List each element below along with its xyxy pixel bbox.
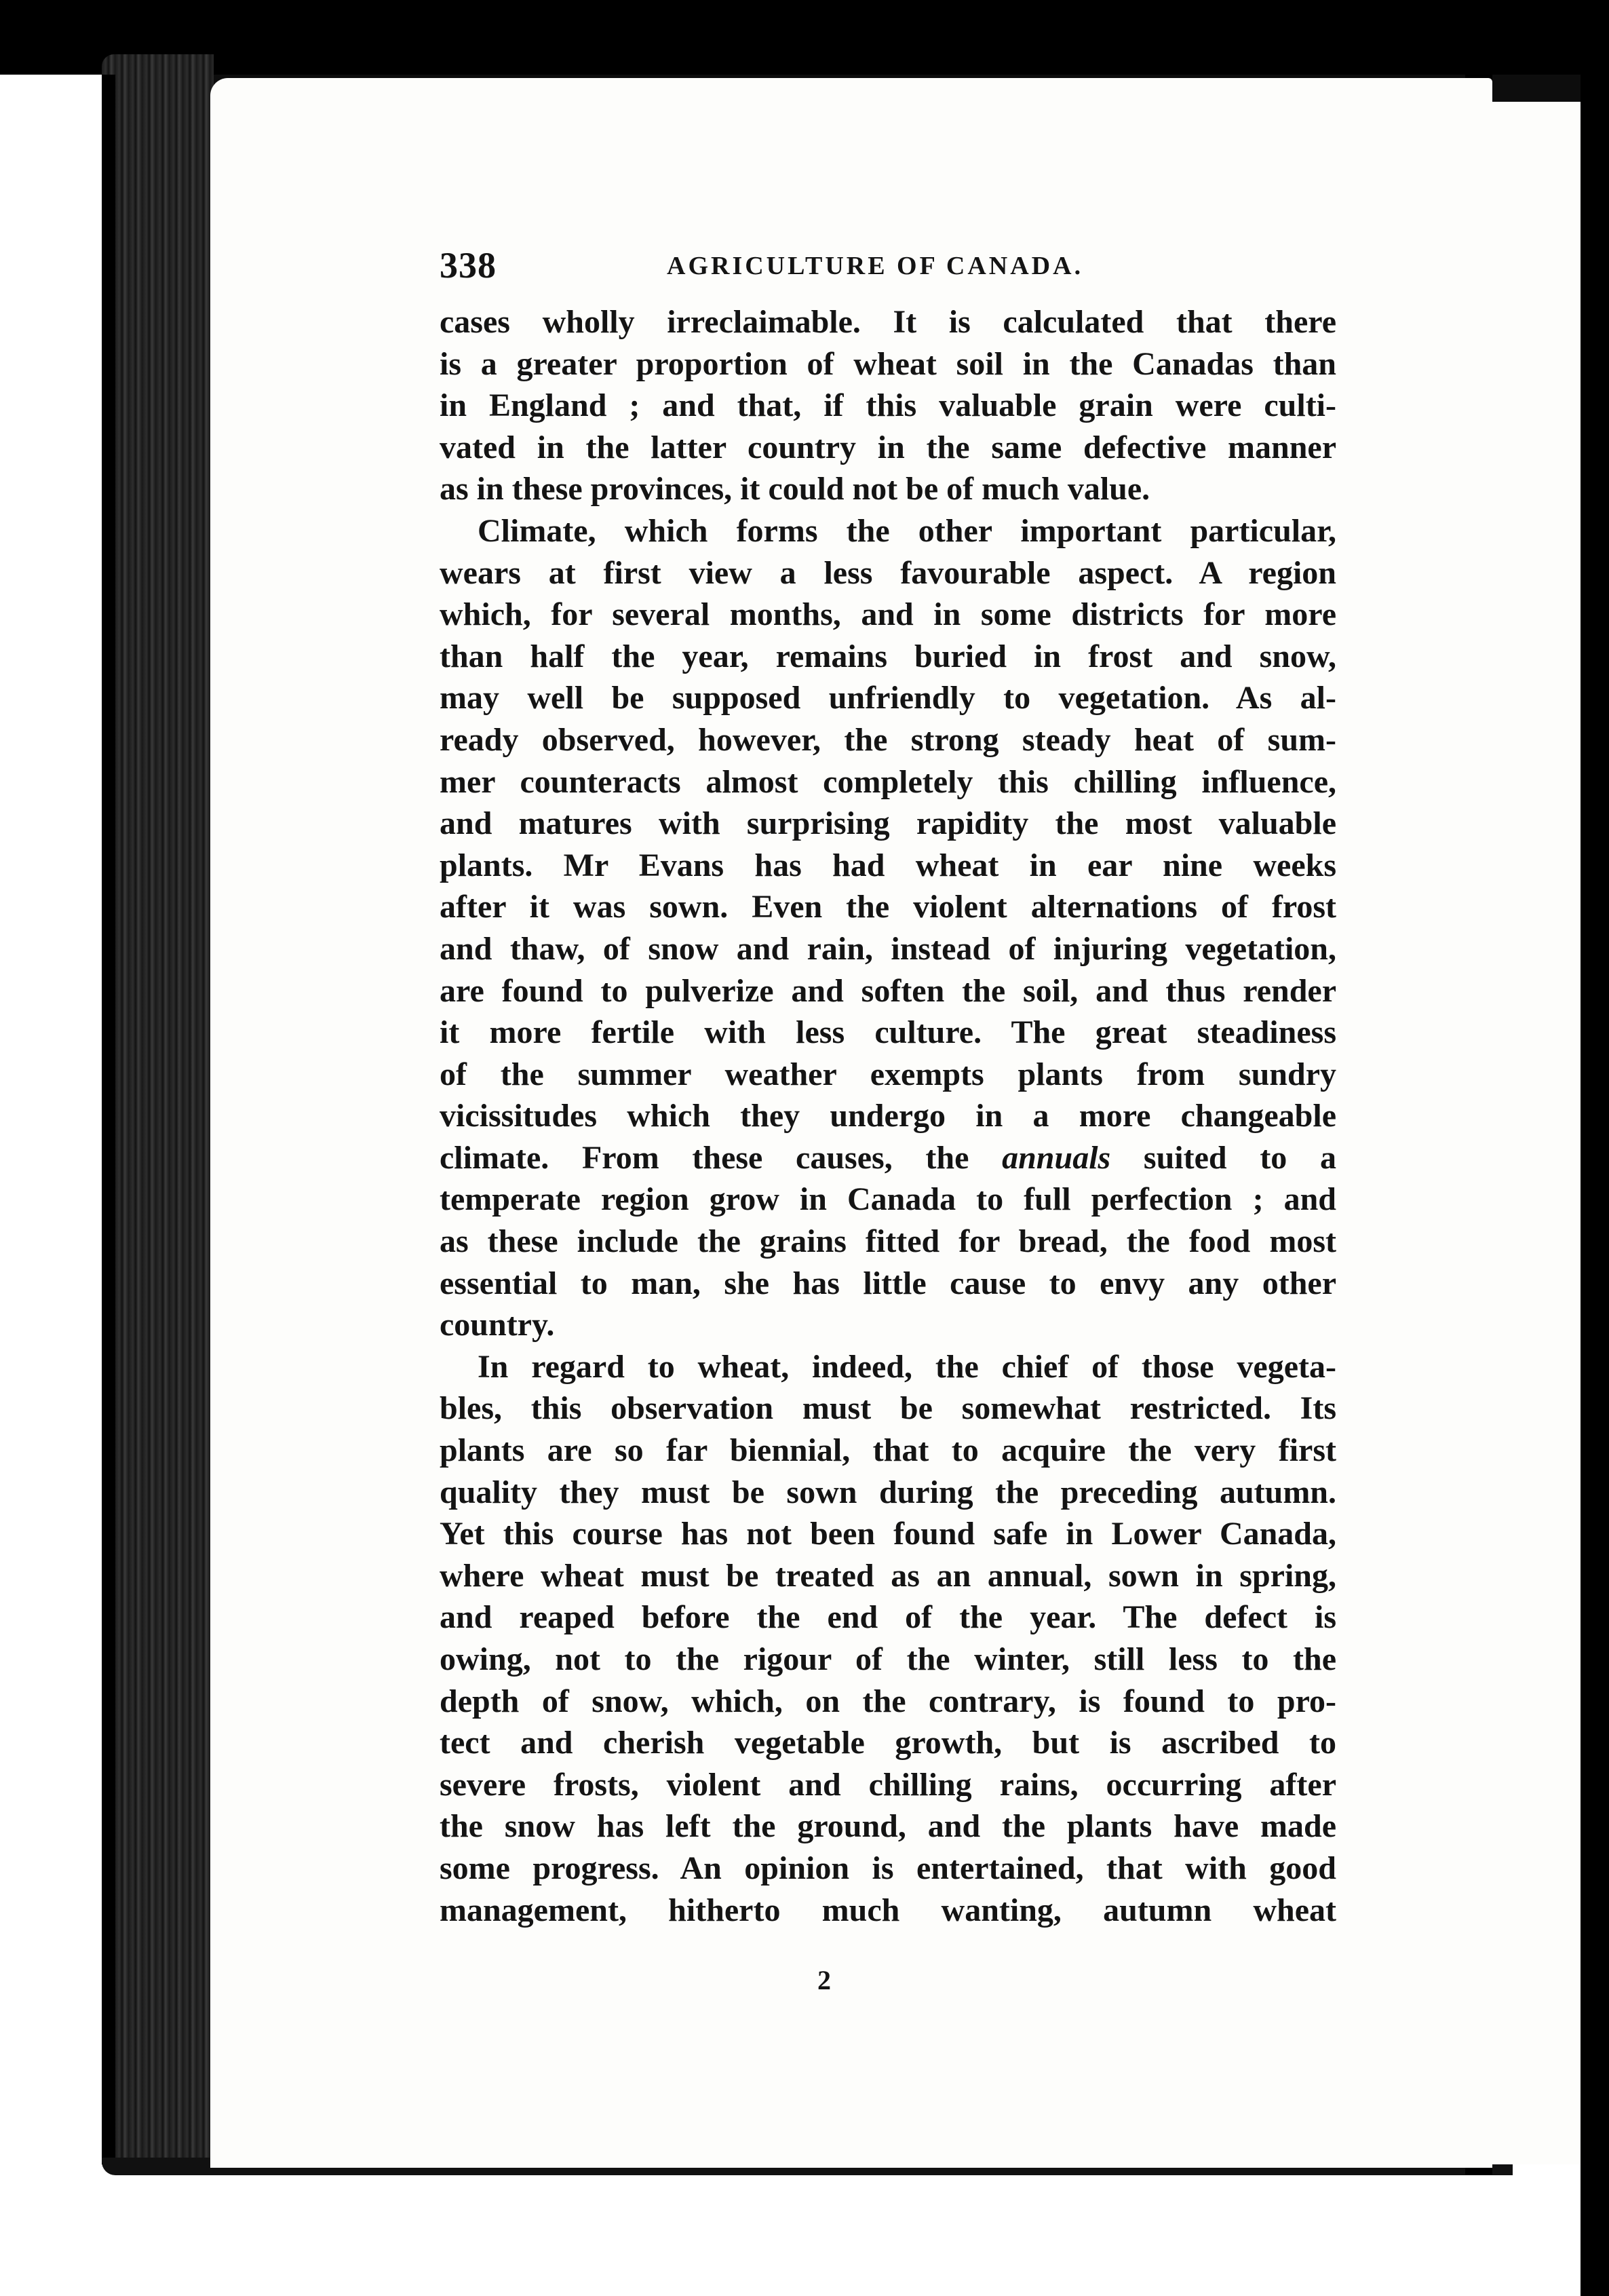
text-line: are found to pulverize and soften the soil, and thus render bbox=[440, 972, 1336, 1009]
text-line: wears at first view a less favourable aspect. A region bbox=[440, 554, 1336, 591]
facing-page-sliver bbox=[1492, 102, 1581, 2164]
text-line: than half the year, remains buried in frost and snow, bbox=[440, 638, 1336, 674]
book-page-edges bbox=[102, 54, 214, 2171]
text-line: is a greater proportion of wheat soil in the Canadas than bbox=[440, 345, 1336, 382]
text-line: severe frosts, violent and chilling rains, occurring after bbox=[440, 1766, 1336, 1803]
text-line: plants are so far biennial, that to acquire the very first bbox=[440, 1432, 1336, 1469]
text-line: In regard to wheat, indeed, the chief of those vegeta- bbox=[478, 1348, 1336, 1385]
page-number: 338 bbox=[440, 245, 497, 286]
text-line: of the summer weather exempts plants from sundry bbox=[440, 1056, 1336, 1092]
text-line: mer counteracts almost completely this chilling influence, bbox=[440, 763, 1336, 800]
text-line: depth of snow, which, on the contrary, is found to pro- bbox=[440, 1683, 1336, 1719]
text-line: tect and cherish vegetable growth, but is ascribed to bbox=[440, 1725, 1336, 1761]
text-line: as these include the grains fitted for bread, the food most bbox=[440, 1223, 1336, 1260]
scanner-border-top bbox=[0, 0, 1609, 75]
signature-mark: 2 bbox=[817, 1965, 831, 1995]
text-line: and reaped before the end of the year. The defect is bbox=[440, 1599, 1336, 1636]
text-segment: climate. From these causes, the bbox=[440, 1139, 1003, 1176]
text-line: where wheat must be treated as an annual, sown in spring, bbox=[440, 1557, 1336, 1594]
running-head bbox=[440, 244, 1336, 299]
text-line: ready observed, however, the strong steady heat of sum- bbox=[440, 721, 1336, 758]
text-line: owing, not to the rigour of the winter, still less to the bbox=[440, 1641, 1336, 1677]
text-line: plants. Mr Evans has had wheat in ear nine weeks bbox=[440, 847, 1336, 883]
page-text-block bbox=[440, 244, 1336, 1931]
text-line: may well be supposed unfriendly to vegetation. As al- bbox=[440, 680, 1336, 716]
text-line: country. bbox=[440, 1307, 555, 1343]
text-line: quality they must be sown during the preceding autumn. bbox=[440, 1474, 1336, 1510]
text-line: as in these provinces, it could not be of much value. bbox=[440, 471, 1150, 508]
scanner-margin-left bbox=[0, 75, 109, 2296]
running-title: AGRICULTURE OF CANADA. bbox=[667, 252, 1084, 280]
text-line: in England ; and that, if this valuable grain were culti- bbox=[440, 387, 1336, 424]
text-line: vated in the latter country in the same defective manner bbox=[440, 429, 1336, 465]
text-segment: suited to a bbox=[1110, 1139, 1336, 1176]
text-line: essential to man, she has little cause to envy any other bbox=[440, 1265, 1336, 1301]
scanner-margin-bottom bbox=[102, 2164, 1609, 2296]
text-line: and thaw, of snow and rain, instead of injuring vegetation, bbox=[440, 930, 1336, 967]
book-spine-shadow bbox=[102, 75, 115, 2185]
text-line: vicissitudes which they undergo in a more changeable bbox=[440, 1098, 1336, 1134]
text-line: the snow has left the ground, and the plants have made bbox=[440, 1808, 1336, 1845]
text-line: management, hitherto much wanting, autumn wheat bbox=[440, 1892, 1336, 1928]
text-line: it more fertile with less culture. The great steadiness bbox=[440, 1014, 1336, 1051]
text-line: cases wholly irreclaimable. It is calculated that there bbox=[440, 304, 1336, 340]
text-line: bles, this observation must be somewhat restricted. Its bbox=[440, 1390, 1336, 1427]
text-line-with-italic bbox=[440, 1137, 1336, 1179]
text-line: Yet this course has not been found safe in Lower Canada, bbox=[440, 1516, 1336, 1552]
text-line: and matures with surprising rapidity the most valuable bbox=[440, 805, 1336, 842]
text-line: some progress. An opinion is entertained, that with good bbox=[440, 1850, 1336, 1886]
text-line: which, for several months, and in some districts for more bbox=[440, 596, 1336, 633]
text-line: temperate region grow in Canada to full perfection ; and bbox=[440, 1181, 1336, 1218]
text-line: after it was sown. Even the violent alternations of frost bbox=[440, 889, 1336, 925]
italic-word: annuals bbox=[1002, 1139, 1111, 1176]
scanner-border-right bbox=[1581, 75, 1609, 2296]
text-line: Climate, which forms the other important particular, bbox=[478, 512, 1336, 549]
